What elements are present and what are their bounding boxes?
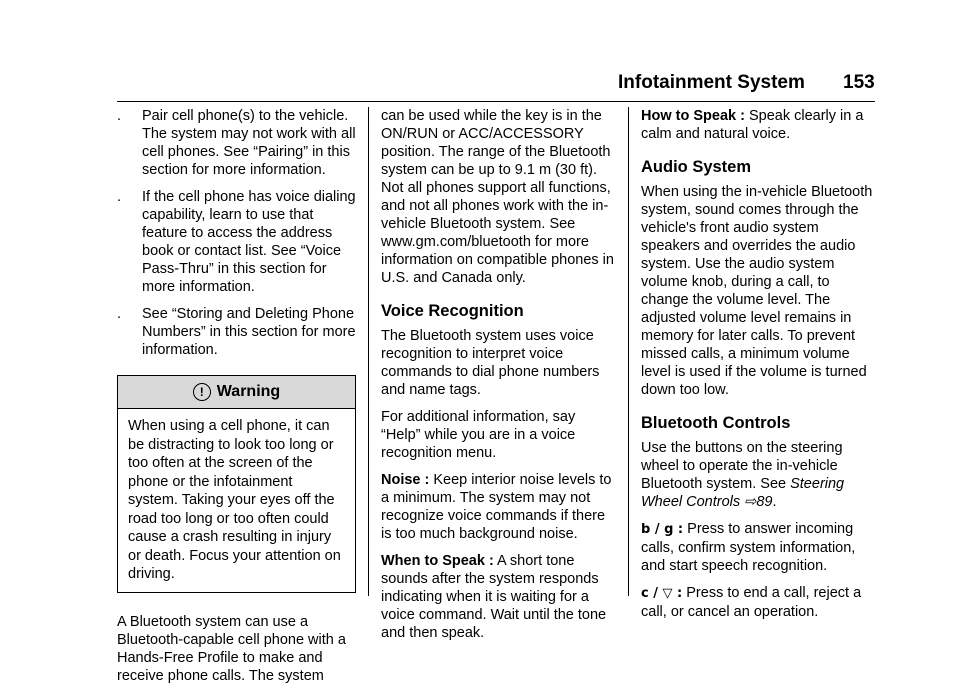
- end-call-icon: c / ▽ :: [641, 586, 683, 601]
- paragraph: Use the buttons on the steering wheel to operate the in-vehicle Bluetooth system. See Steering Wheel Controls ⇨89.: [641, 440, 845, 510]
- term-text: Speak clearly in a calm and natural voice.: [641, 108, 864, 142]
- column-1: [117, 107, 356, 694]
- heading-audio-system: Audio System: [641, 158, 752, 176]
- term-label: When to Speak :: [381, 553, 494, 569]
- column-2: [381, 107, 617, 651]
- page-header: [0, 0, 960, 100]
- bullet-text: Pair cell phone(s) to the vehicle. The system may not work with all cell phones. See “Pairing” in this section for more information.: [142, 108, 356, 178]
- term-label: Noise :: [381, 472, 430, 488]
- heading-bluetooth-controls: Bluetooth Controls: [641, 414, 791, 432]
- paragraph: For additional information, say “Help” while you are in a voice recognition menu.: [381, 409, 576, 461]
- term-text: Keep interior noise levels to a minimum. The system may not recognize voice commands if there is too much background noise.: [381, 472, 612, 542]
- heading-voice-recognition: Voice Recognition: [381, 302, 524, 320]
- column-3: [641, 107, 877, 630]
- list-item: [117, 107, 356, 179]
- paragraph-text: Use the buttons on the steering wheel to operate the in-vehicle Bluetooth system. See: [641, 440, 843, 492]
- page-number: 153: [843, 72, 875, 93]
- term-text: A short tone sounds after the system responds indicating when it is waiting for a voice command. Wait until the tone and then speak.: [381, 553, 607, 641]
- term-text: Press to answer incoming calls, confirm system information, and start speech recognition.: [641, 521, 856, 574]
- term-label: How to Speak :: [641, 108, 745, 124]
- cross-reference-link[interactable]: Steering Wheel Controls: [641, 476, 845, 510]
- section-title: Infotainment System: [618, 72, 805, 93]
- paragraph-end-button: [641, 584, 877, 621]
- page-reference[interactable]: 89: [756, 494, 773, 510]
- paragraph-how-to-speak: [641, 107, 877, 143]
- list-item: [117, 305, 356, 359]
- bullet-text: If the cell phone has voice dialing capability, learn to use that feature to access the address book or contact list. See “Voice Pass-Thru” in this section for more information.: [142, 189, 356, 295]
- header-rule: [117, 101, 875, 102]
- term-text: Press to end a call, reject a call, or cancel an operation.: [641, 585, 862, 620]
- warning-body: When using a cell phone, it can be distracting to look too long or too often at the screen of the phone or the infotainment system. Taking your eyes off the road too long or too often could cause a crash resulting in injury or death. Focus your attention on driving.: [128, 418, 341, 582]
- warning-header: [118, 376, 355, 409]
- bullet-marker: .: [117, 189, 122, 205]
- paragraph: can be used while the key is in the ON/RUN or ACC/ACCESSORY position. The range of the Bluetooth system can be up to 9.1 m (30 ft). Not all phones support all functions, and not all phones work with the in-vehicle Bluetooth system. See www.gm.com/bluetooth for more information on compatible phones in U.S. and Canada only.: [381, 108, 614, 286]
- column-divider-1: [368, 107, 369, 596]
- paragraph: A Bluetooth system can use a Bluetooth-capable cell phone with a Hands-Free Profile to make and receive phone calls. The system: [117, 613, 346, 684]
- bullet-text: See “Storing and Deleting Phone Numbers” in this section for more information.: [142, 306, 356, 358]
- warning-icon: !: [193, 383, 211, 401]
- paragraph-when-to-speak: [381, 552, 617, 642]
- paragraph-noise: [381, 471, 617, 543]
- push-to-talk-icon: b / g :: [641, 522, 684, 537]
- list-item: [117, 188, 356, 296]
- paragraph: The Bluetooth system uses voice recognition to interpret voice commands to dial phone numbers and name tags.: [381, 328, 600, 398]
- paragraph-answer-button: [641, 520, 877, 575]
- paragraph: When using the in-vehicle Bluetooth system, sound comes through the vehicle's front audio system speakers and overrides the audio system. Use the audio system volume knob, during a call, to change the volume level. The adjusted volume level remains in memory for later calls. To prevent missed calls, a minimum volume level is used if the volume is turned down too low.: [641, 184, 873, 398]
- bullet-marker: .: [117, 108, 122, 124]
- arrow-icon: ⇨: [744, 494, 757, 510]
- column-divider-2: [628, 107, 629, 596]
- warning-title: Warning: [216, 383, 281, 400]
- warning-box: [117, 375, 356, 593]
- bullet-marker: .: [117, 306, 122, 322]
- bullet-list: [117, 107, 356, 359]
